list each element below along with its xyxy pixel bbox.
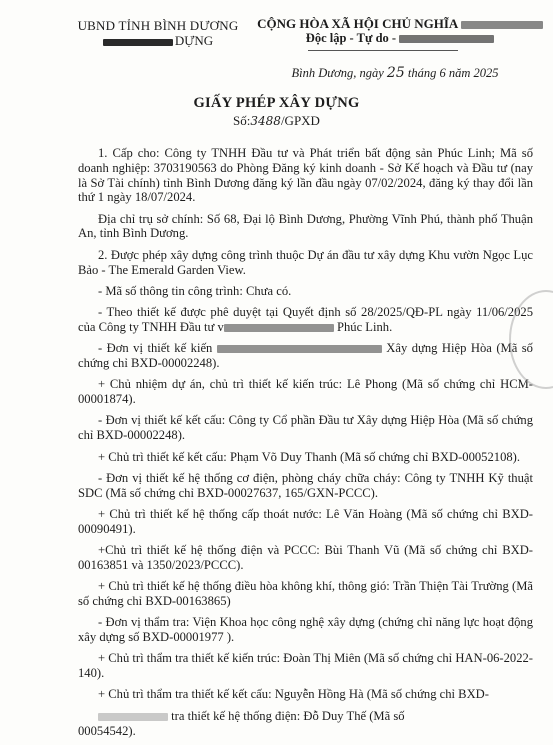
obscured-text [217, 345, 382, 353]
dateline: Bình Dương, ngày 25 tháng 6 năm 2025 [291, 65, 499, 81]
paragraph-plumbing-lead: + Chủ trì thiết kế hệ thống cấp thoát nước: Lê Văn Hoàng (Mã số chứng chỉ BXD-00090491). [78, 506, 533, 536]
obscured-text [399, 35, 494, 43]
paragraph-approved-design: - Theo thiết kế được phê duyệt tại Quyết định số 28/2025/QĐ-PL ngày 11/06/2025 của Công ty TNHH Đầu tư v Phúc Linh. [78, 305, 533, 334]
paragraph-architecture-reviewer: + Chủ trì thẩm tra thiết kế kiến trúc: Đoàn Thị Miên (Mã số chứng chỉ HAN-06-2022-140). [78, 651, 533, 681]
document-number: Số:3488/GPXD [233, 113, 320, 128]
document-title: GIẤY PHÉP XÂY DỰNG [193, 95, 360, 111]
paragraph-project-lead: + Chủ nhiệm dự án, chủ trì thiết kế kiến trúc: Lê Phong (Mã số chứng chỉ HCM-00001874). [78, 377, 533, 407]
handwritten-number: 3488 [250, 114, 281, 128]
obscured-text [461, 21, 543, 29]
motto-line-1: CỘNG HÒA XÃ HỘI CHỦ NGHĨA [250, 16, 550, 31]
authority-line-1: UBND TỈNH BÌNH DƯƠNG [77, 18, 239, 33]
paragraph-structure-unit: - Đơn vị thiết kế kết cấu: Công ty Cổ phần Đầu tư Xây dựng Hiệp Hòa (Mã số chứng chỉ BXD-00002248). [78, 413, 533, 443]
paragraph-hvac-lead: + Chủ trì thiết kế hệ thống điều hòa không khí, thông gió: Trần Thiện Tài Trường (Mã số chứng chỉ BXD-00163865) [78, 579, 533, 608]
paragraph-review-unit: - Đơn vị thẩm tra: Viện Khoa học công nghệ xây dựng (chứng chỉ năng lực hoạt động xây dựng số BXD-00001977 ). [78, 615, 533, 645]
paragraph-permission: 2. Được phép xây dựng công trình thuộc Dự án đầu tư xây dựng Khu vườn Ngọc Lục Bảo - The Emerald Garden View. [78, 247, 533, 277]
header-underline [308, 50, 458, 51]
paragraph-mep-unit: - Đơn vị thiết kế hệ thống cơ điện, phòng cháy chữa cháy: Công ty TNHH Kỹ thuật SDC (Mã số chứng chỉ BXD-00027637, 165/GXN-PCCC). [78, 470, 533, 500]
paragraph-electrical-lead: +Chủ trì thiết kế hệ thống điện và PCCC: Bùi Thanh Vũ (Mã số chứng chỉ BXD-00163851 và 1350/2023/PCCC). [78, 543, 533, 572]
handwritten-day: 25 [386, 65, 405, 81]
authority-line-2: DỰNG [68, 33, 248, 48]
paragraph-architecture-unit: - Đơn vị thiết kế kiến Xây dựng Hiệp Hòa (Mã số chứng chỉ BXD-00002248). [78, 341, 533, 371]
paragraph-issued-to: 1. Cấp cho: Công ty TNHH Đầu tư và Phát triển bất động sản Phúc Linh; Mã số doanh nghiệp: 3703190563 do Phòng Đăng ký kinh doanh - Sở Kế hoạch và Đầu tư (nay là Sở Tài chính) tỉnh Bình Dương đăng ký lần đầu ngày 07/02/2024, đăng ký thay đổi lần thứ 1 ngày 18/07/2024. [78, 146, 533, 205]
motto-line-2: Độc lập - Tự do - [250, 31, 550, 46]
paragraph-electrical-reviewer: tra thiết kế hệ thống điện: Đỗ Duy Thế (Mã số 00054542). [78, 708, 405, 738]
national-motto [250, 16, 550, 46]
paragraph-project-code: - Mã số thông tin công trình: Chưa có. [98, 283, 292, 298]
obscured-text [103, 39, 173, 46]
issuing-authority [68, 18, 248, 48]
permit-body [78, 146, 533, 745]
paragraph-address: Địa chỉ trụ sở chính: Số 68, Đại lộ Bình Dương, Phường Vĩnh Phú, thành phố Thuận An, tỉnh Bình Dương. [78, 211, 533, 241]
obscured-text [224, 324, 334, 332]
paragraph-structure-reviewer: + Chủ trì thẩm tra thiết kế kết cấu: Nguyễn Hồng Hà (Mã số chứng chỉ BXD- [98, 687, 489, 702]
paragraph-structure-lead: + Chủ trì thiết kế kết cấu: Phạm Võ Duy Thanh (Mã số chứng chỉ BXD-00052108). [98, 449, 521, 464]
